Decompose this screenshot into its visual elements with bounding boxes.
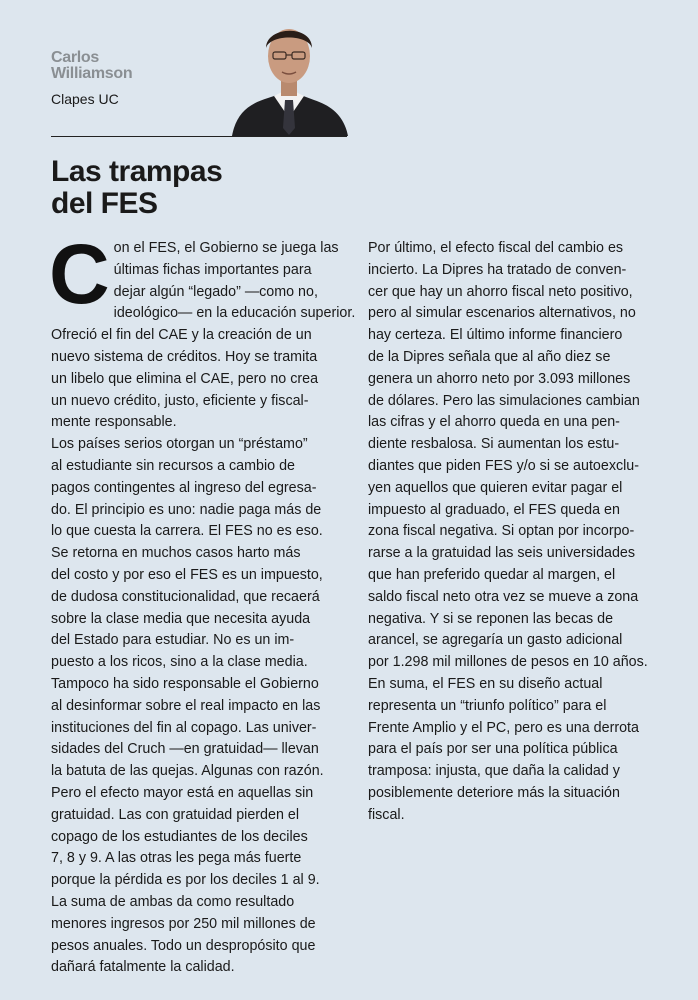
body-line: lo que cuesta la carrera. El FES no es eso. — [51, 523, 323, 540]
page-title — [51, 156, 222, 220]
body-line: yen aquellos que quieren evitar pagar el — [368, 479, 623, 496]
body-line: diente resbalosa. Si aumentan los estu- — [368, 436, 620, 453]
body-line: por 1.298 mil millones de pesos en 10 años. — [368, 654, 648, 671]
header-divider — [51, 136, 347, 137]
body-line: la batuta de las quejas. Algunas con razón. — [51, 763, 324, 780]
body-line: nuevo sistema de créditos. Hoy se tramita — [51, 348, 318, 365]
author-first-name: Carlos — [51, 49, 99, 66]
article-column-left — [49, 227, 356, 979]
body-line: para el país por ser una política pública — [368, 741, 618, 758]
body-line: dejar algún “legado” —como no, — [113, 283, 318, 300]
body-line: impuesto al graduado, el FES queda en — [368, 501, 620, 518]
body-line: negativa. Y si se reponen las becas de — [368, 610, 614, 627]
body-line: ideológico— en la educación superior. — [113, 305, 356, 322]
body-line: tramposa: injusta, que daña la calidad y — [368, 763, 620, 780]
body-line: Los países serios otorgan un “préstamo” — [51, 436, 308, 453]
body-line: Se retorna en muchos casos harto más — [51, 545, 301, 562]
body-line: diantes que piden FES y/o si se autoexclu- — [368, 457, 640, 474]
body-line: Pero el efecto mayor está en aquellas sin — [51, 784, 314, 801]
author-block — [51, 50, 132, 107]
author-last-name: Williamson — [51, 65, 133, 82]
body-line: on el FES, el Gobierno se juega las — [113, 240, 339, 256]
body-line: instituciones del fin al copago. Las univer- — [51, 719, 317, 736]
body-line: de dólares. Pero las simulaciones cambian — [368, 392, 640, 409]
body-line: que han preferido quedar al margen, el — [368, 566, 616, 583]
body-line: Ofreció el fin del CAE y la creación de un — [51, 327, 312, 344]
body-line: arancel, se agregaría un gasto adicional — [368, 632, 623, 649]
body-line: pagos contingentes al ingreso del egresa- — [51, 479, 317, 496]
body-line: las cifras y el ahorro queda en una pen- — [368, 414, 620, 431]
drop-cap: C — [49, 227, 110, 321]
body-line: últimas fichas importantes para — [113, 261, 312, 278]
author-portrait — [228, 18, 350, 136]
body-line: mente responsable. — [51, 414, 177, 431]
body-line: al desinformar sobre el real impacto en las — [51, 697, 321, 714]
body-line: copago de los estudiantes de los deciles — [51, 828, 308, 845]
body-line: genera un ahorro neto por 3.093 millones — [368, 370, 631, 387]
body-line: La suma de ambas da como resultado — [51, 893, 295, 910]
body-line: Tampoco ha sido responsable el Gobierno — [51, 675, 319, 692]
body-line: Frente Amplio y el PC, pero es una derrota — [368, 719, 639, 736]
headline-line-2: del FES — [51, 187, 158, 220]
body-line: pesos anuales. Todo un despropósito que — [51, 937, 316, 954]
body-line: al estudiante sin recursos a cambio de — [51, 457, 295, 474]
author-affiliation: Clapes UC — [51, 91, 119, 107]
body-line: incierto. La Dipres ha tratado de conven- — [368, 261, 627, 278]
body-line: gratuidad. Las con gratuidad pierden el — [51, 806, 299, 823]
body-line: 7, 8 y 9. A las otras les pega más fuerte — [51, 850, 302, 867]
body-line: un nuevo crédito, justo, eficiente y fiscal- — [51, 392, 309, 409]
body-line: sobre la clase media que necesita ayuda — [51, 610, 311, 627]
body-line: Por último, el efecto fiscal del cambio es — [368, 240, 624, 256]
body-line: hay certeza. El último informe financiero — [368, 327, 623, 344]
article-column-right — [368, 238, 658, 827]
body-line: En suma, el FES en su diseño actual — [368, 675, 603, 692]
body-line: de la Dipres señala que al año diez se — [368, 348, 611, 365]
body-line: dañará fatalmente la calidad. — [51, 959, 235, 976]
body-line: un libelo que elimina el CAE, pero no crea — [51, 370, 319, 387]
body-line: porque la pérdida es por los deciles 1 al 9. — [51, 872, 320, 889]
body-line: del Estado para estudiar. No es un im- — [51, 632, 295, 649]
body-line: sidades del Cruch —en gratuidad— llevan — [51, 741, 319, 758]
body-line: do. El principio es uno: nadie paga más de — [51, 501, 322, 518]
body-line: saldo fiscal neto otra vez se mueve a zona — [368, 588, 639, 605]
body-line: puesto a los ricos, sino a la clase media. — [51, 654, 308, 671]
body-line: zona fiscal negativa. Si optan por incorpo- — [368, 523, 635, 540]
body-line: de dudosa constitucionalidad, que recaerá — [51, 588, 320, 605]
body-line: del costo y por eso el FES es un impuesto, — [51, 566, 323, 583]
headline-line-1: Las trampas — [51, 155, 223, 188]
body-line: representa un “triunfo político” para el — [368, 697, 607, 714]
body-line: posiblemente deteriore más la situación — [368, 784, 620, 801]
body-line: menores ingresos por 250 mil millones de — [51, 915, 316, 932]
body-line: pero al simular escenarios alternativos, no — [368, 305, 636, 322]
body-line: fiscal. — [368, 806, 405, 823]
body-line: rarse a la gratuidad las seis universidades — [368, 545, 636, 562]
body-line: cer que hay un ahorro fiscal neto positivo, — [368, 283, 633, 300]
